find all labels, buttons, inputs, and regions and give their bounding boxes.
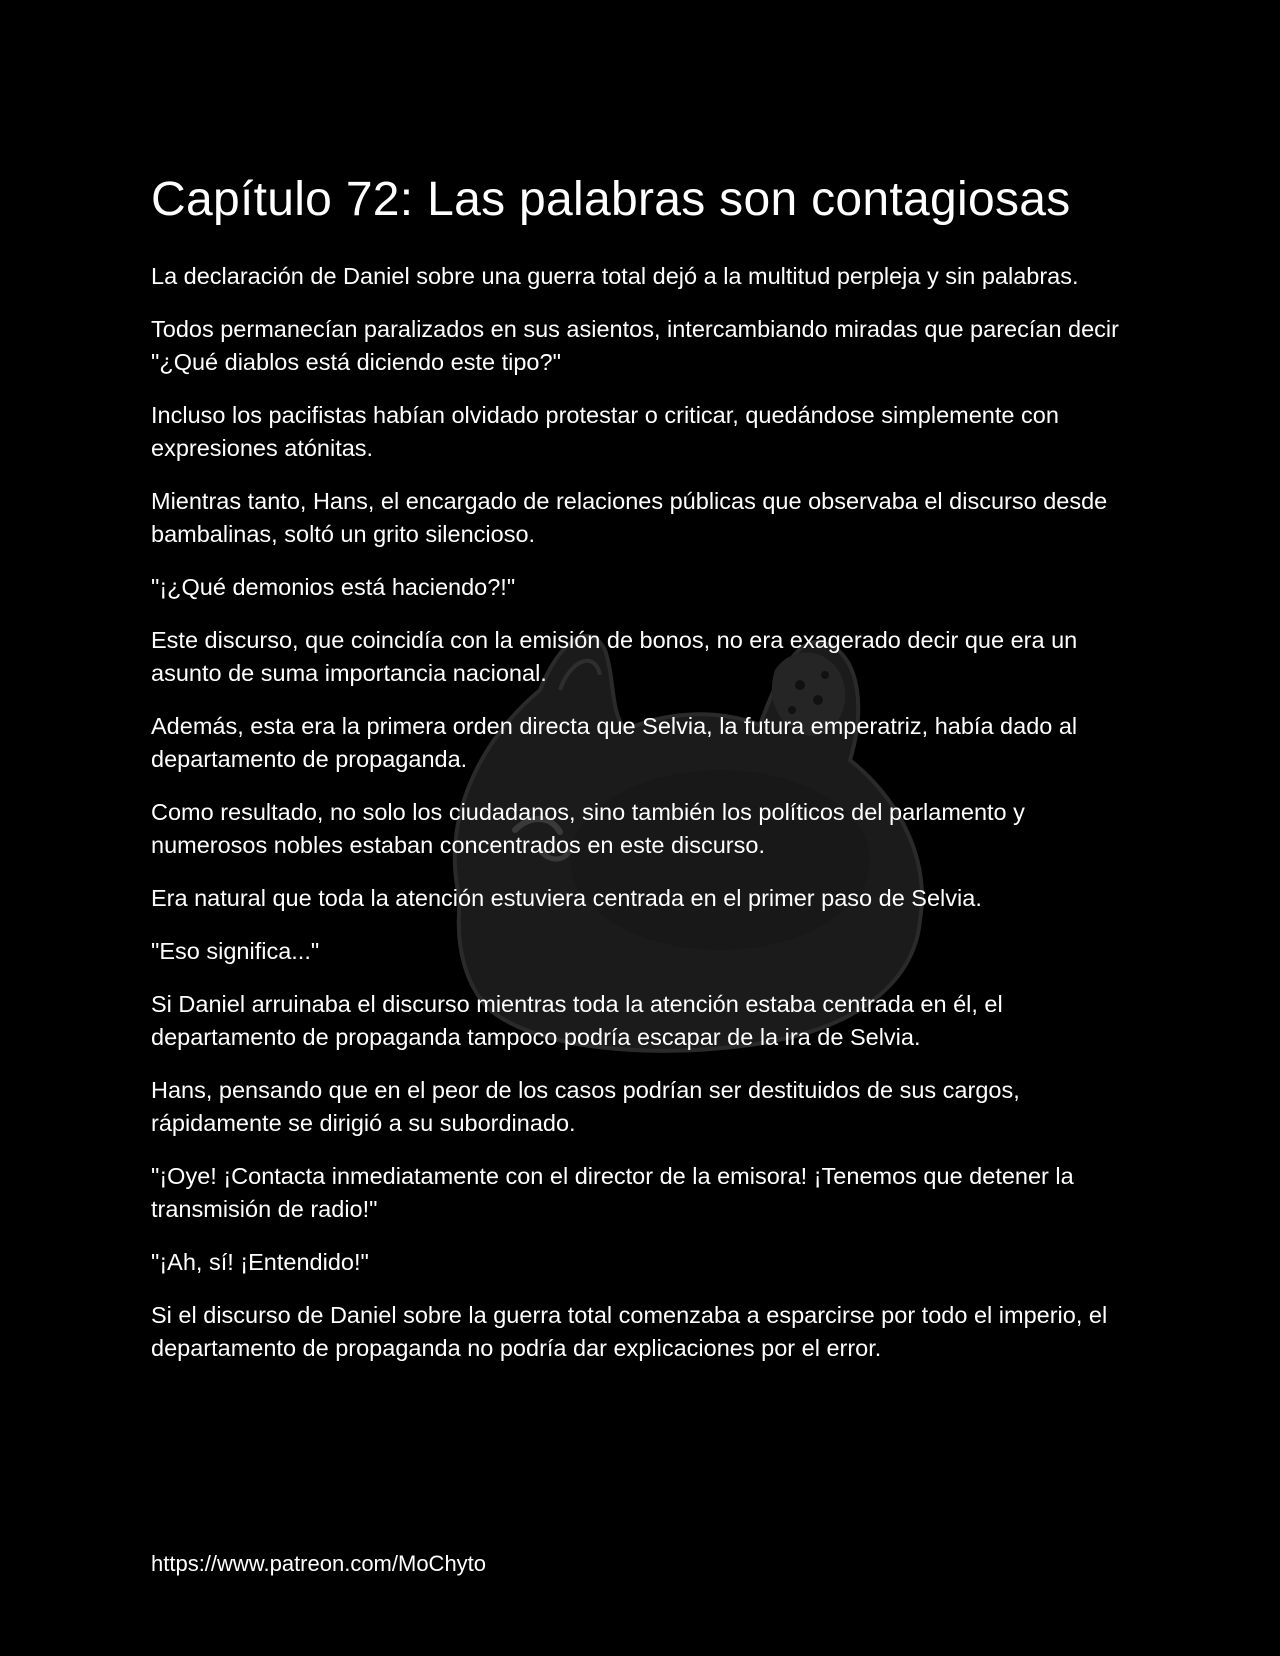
patreon-link[interactable]: https://www.patreon.com/MoChyto: [151, 1551, 487, 1576]
paragraph: Si el discurso de Daniel sobre la guerra total comenzaba a esparcirse por todo el imperio, el departamento de propaganda no podría dar explicaciones por el error.: [151, 1302, 1108, 1361]
paragraph: Era natural que toda la atención estuviera centrada en el primer paso de Selvia.: [151, 885, 982, 911]
paragraph: Hans, pensando que en el peor de los casos podrían ser destituidos de sus cargos, rápidamente se dirigió a su subordinado.: [151, 1077, 1020, 1136]
paragraph: Incluso los pacifistas habían olvidado protestar o criticar, quedándose simplemente con expresiones atónitas.: [151, 402, 1059, 461]
paragraph: Además, esta era la primera orden directa que Selvia, la futura emperatriz, había dado al departamento de propaganda.: [151, 713, 1078, 772]
chapter-content: [151, 168, 1141, 1385]
paragraph: Como resultado, no solo los ciudadanos, sino también los políticos del parlamento y numerosos nobles estaban concentrados en este discurso.: [151, 799, 1025, 858]
chapter-title: Capítulo 72: Las palabras son contagiosas: [151, 173, 1071, 226]
paragraph: Mientras tanto, Hans, el encargado de relaciones públicas que observaba el discurso desde bambalinas, soltó un grito silencioso.: [151, 488, 1108, 547]
paragraph: "¡Oye! ¡Contacta inmediatamente con el director de la emisora! ¡Tenemos que detener la transmisión de radio!": [151, 1163, 1074, 1222]
paragraph: La declaración de Daniel sobre una guerra total dejó a la multitud perpleja y sin palabras.: [151, 263, 1079, 289]
paragraph: Todos permanecían paralizados en sus asientos, intercambiando miradas que parecían decir "¿Qué diablos está diciendo este tipo?": [151, 316, 1119, 375]
paragraph: Este discurso, que coincidía con la emisión de bonos, no era exagerado decir que era un asunto de suma importancia nacional.: [151, 627, 1078, 686]
paragraph: "¡Ah, sí! ¡Entendido!": [151, 1249, 369, 1275]
paragraph: "Eso significa...": [151, 938, 320, 964]
paragraph: Si Daniel arruinaba el discurso mientras toda la atención estaba centrada en él, el departamento de propaganda tampoco podría escapar de la ira de Selvia.: [151, 991, 1003, 1050]
paragraph: "¡¿Qué demonios está haciendo?!": [151, 574, 516, 600]
